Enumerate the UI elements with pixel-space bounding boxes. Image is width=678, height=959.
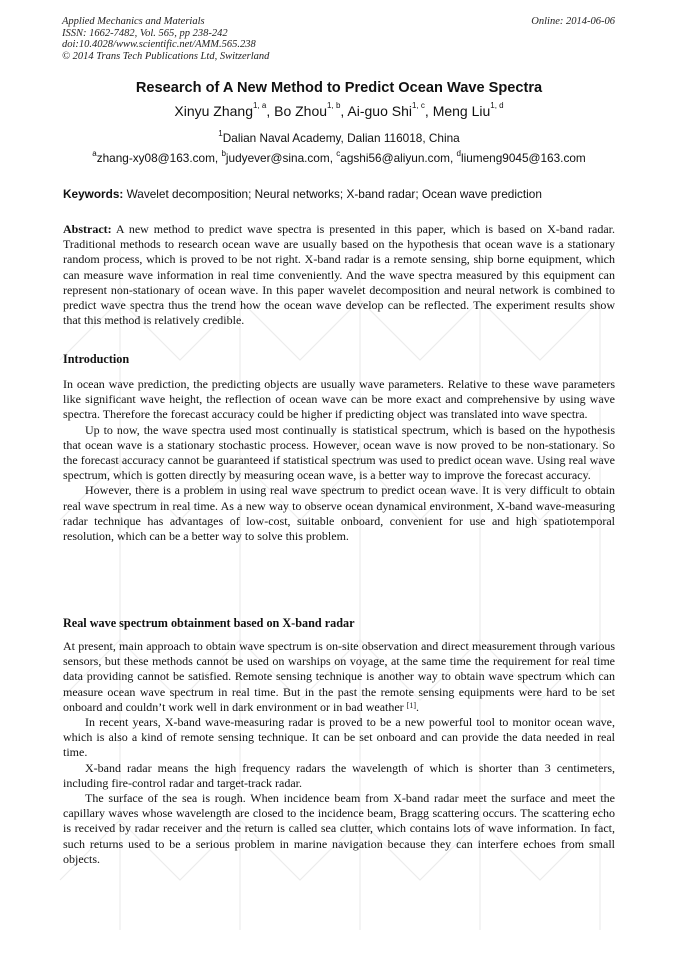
online-date: Online: 2014-06-06 [531,16,615,27]
abstract-label: Abstract: [63,222,112,236]
doi-line: doi:10.4028/www.scientific.net/AMM.565.238 [62,39,256,50]
email-separator: , [449,151,457,165]
email-separator: , [214,151,222,165]
introduction-body [63,377,615,544]
abstract-text: A new method to predict wave spectra is presented in this paper, which is based on X-band radar. Traditional methods to research ocean wave are usually based on the hypothesis that ocean wave is a stationary random process, which is proved to be not right. X-band radar is a remote sensing, ship borne equipment, which can measure wave information in real time conveniently. And the wave spectra measured by this equipment can represent non-stationary of ocean wave. In this paper wavelet decomposition and neural network is combined to predict wave spectra thus the trend how the ocean wave develop can be reflected. The experiment results show that this method is relatively credible. [63,222,615,328]
author-sup: 1, a [252,101,267,110]
email-address[interactable]: judyever@sina.com [225,151,330,165]
paragraph: X-band radar means the high frequency radars the wavelength of which is shorter than 3 centimeters, including fire-control radar and target-track radar. [63,760,615,790]
paragraph-end: . [416,699,420,714]
author-separator: , [424,103,433,119]
author-separator: , [340,103,348,119]
copyright-line: © 2014 Trans Tech Publications Ltd, Switzerland [62,50,270,62]
journal-name: Applied Mechanics and Materials [62,16,205,27]
affiliation [0,131,678,145]
author-name: Ai-guo Shi [347,103,412,119]
paragraph: Up to now, the wave spectra used most continually is statistical spectrum, which is based on the hypothesis that ocean wave is a stationary stochastic process. However, ocean wave is now proved to be non-stationary. So the forecast accuracy cannot be guaranteed if statistical spectrum was used to predict ocean wave. Using real wave spectrum, which is gotten directly by measuring ocean wave, is a better way to improve the forecast accuracy. [63,422,615,483]
author-name: Xinyu Zhang [174,103,253,119]
section2-heading: Real wave spectrum obtainment based on X-band radar [63,616,355,630]
keywords-text: Wavelet decomposition; Neural networks; X-band radar; Ocean wave prediction [126,187,542,201]
paragraph [63,639,615,715]
paragraph: In recent years, X-band wave-measuring radar is proved to be a new powerful tool to monitor ocean wave, which is also a kind of remote sensing technique. It can be set onboard and can provide the data needed in real time. [63,715,615,760]
paragraph-text: At present, main approach to obtain wave spectrum is on-site observation and direct measurement through various sensors, but these methods cannot be used on warships on voyage, at the same time the requirement for real time data providing cannot be satisfied. Remote sensing technique is another way to obtain wave spectrum which can measure ocean wave spectrum in real time. But in the past the remote sensing equipments were hard to be set onboard and couldn’t work well in dark environment or in bad weather [63,639,615,714]
paragraph: The surface of the sea is rough. When incidence beam from X-band radar meet the surface and meet the capillary waves whose wavelength are closed to the incidence beam, Bragg scattering occurs. The scattering echo is received by radar receiver and the return is called sea clutter, which contains lots of wave information. In fact, such returns used to be a serious problem in marine navigation because they can interfere echoes from small objects. [63,791,615,866]
email-sup: a [92,149,97,158]
keywords [63,187,615,201]
author-separator: , [266,103,275,119]
email-sup: b [221,149,226,158]
email-address[interactable]: agshi56@aliyun.com [340,151,450,165]
email-separator: , [329,151,337,165]
author-list [0,103,678,119]
paragraph: However, there is a problem in using real wave spectrum to predict ocean wave. It is very difficult to obtain real wave spectrum in real time. As a new way to observe ocean dynamical environment, X-band wave-measuring radar technique has advantages of low-cost, suitable onboard, convenient for use and high spatiotemporal resolution, which can be a better way to solve this problem. [63,483,615,544]
email-sup: d [456,149,461,158]
citation-ref[interactable]: [1] [406,700,417,710]
affiliation-sup: 1 [218,129,223,138]
author-name: Bo Zhou [274,103,328,119]
author-name: Meng Liu [432,103,491,119]
author-sup: 1, b [327,101,341,110]
email-address[interactable]: zhang-xy08@163.com [96,151,215,165]
email-list [0,151,678,165]
author-sup: 1, c [412,101,425,110]
paper-title: Research of A New Method to Predict Ocean Wave Spectra [135,80,543,96]
paragraph: In ocean wave prediction, the predicting objects are usually wave parameters. Relative to these wave parameters like significant wave height, the reflection of ocean wave can be more exact and comprehensive by using wave spectra. Therefore the forecast accuracy could be higher if predicting object was translated into wave spectra. [63,377,615,422]
abstract [63,222,615,328]
journal-header [62,16,269,62]
keywords-label: Keywords: [63,187,124,201]
author-sup: 1, d [490,101,504,110]
introduction-heading: Introduction [63,352,130,366]
email-address[interactable]: liumeng9045@163.com [460,151,586,165]
affiliation-text: Dalian Naval Academy, Dalian 116018, China [222,131,460,145]
email-sup: c [336,149,341,158]
section2-body [63,639,615,867]
issn-line: ISSN: 1662-7482, Vol. 565, pp 238-242 [62,27,228,39]
